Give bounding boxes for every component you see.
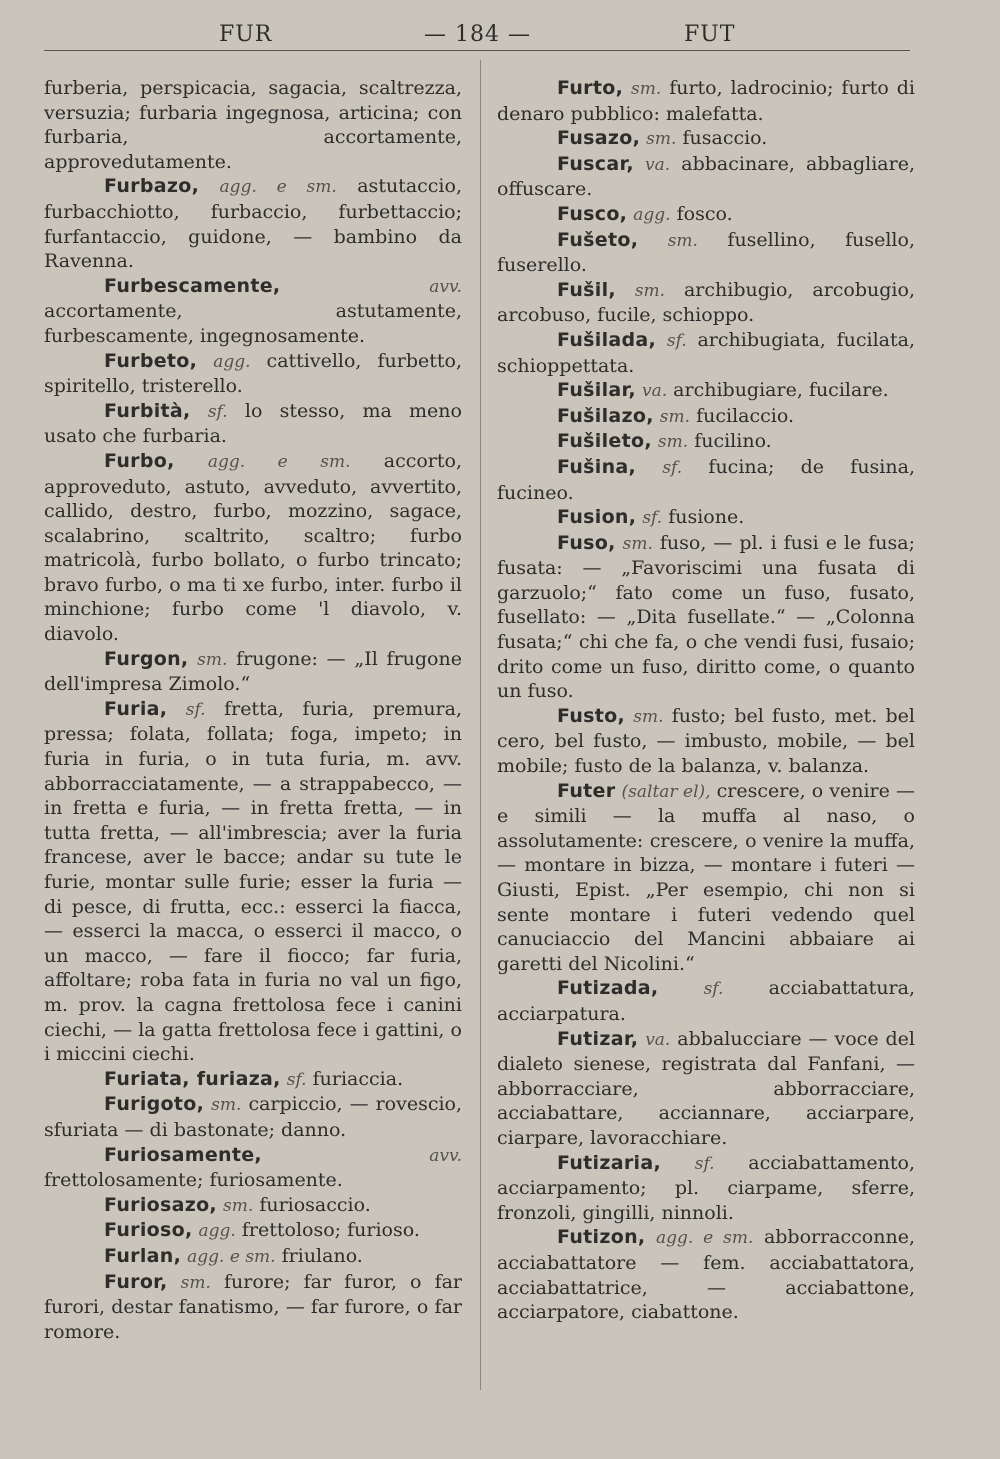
entry-grammar-label: agg. e sm. bbox=[207, 451, 351, 472]
entry-headword: Fušina, bbox=[557, 455, 637, 478]
dictionary-entry bbox=[497, 531, 915, 704]
dictionary-entry bbox=[497, 228, 915, 278]
entry-definition: furiaccia. bbox=[312, 1067, 404, 1090]
entry-headword: Furto, bbox=[557, 77, 624, 99]
entry-definition: archibugiata, fucilata, schioppettata. bbox=[497, 328, 915, 377]
entry-grammar-label: sf. bbox=[286, 1069, 307, 1090]
entry-definition: fusione. bbox=[668, 506, 745, 529]
dictionary-entry bbox=[44, 647, 462, 697]
entry-grammar-label: agg. bbox=[633, 204, 671, 225]
entry-grammar-label: sm. bbox=[633, 706, 664, 727]
dictionary-entry bbox=[44, 349, 462, 399]
entry-headword: Furbazo, bbox=[104, 175, 200, 198]
entry-grammar-label: sm. bbox=[223, 1195, 254, 1216]
right-column bbox=[497, 76, 915, 1325]
dictionary-entry bbox=[44, 1143, 462, 1193]
left-column bbox=[44, 76, 462, 1344]
entry-grammar-label: sf. bbox=[207, 401, 228, 422]
dictionary-entry bbox=[497, 1151, 915, 1226]
page-number: — 184 — bbox=[424, 22, 531, 47]
entry-definition: lo stesso, ma meno usato che furbaria. bbox=[44, 399, 462, 448]
dictionary-entry bbox=[44, 1270, 462, 1345]
entry-definition: fosco. bbox=[676, 202, 733, 225]
entry-definition: astutaccio, furbacchiotto, furbaccio, furbettaccio; furfantaccio, guidone, — bambino da Ravenna. bbox=[44, 175, 462, 273]
entry-grammar-label: avv. bbox=[429, 1145, 462, 1166]
page-header bbox=[44, 22, 910, 51]
entry-headword: Furbità, bbox=[104, 399, 191, 422]
entry-definition: fretta, furia, premura, pressa; folata, follata; foga, impeto; in furia in furia, o in tuta furia, m. avv. abborracciatamente, — a strappabecco, — in fretta e furia, — in fretta fretta, — in tutta fretta, — all'imbrescia; aver la furia francese, aver le bacce; andar su tute le furie, montar sulle furie; esser la furia — di pesce, di frutta, ecc.: esserci la fiacca, — esserci la macca, o esserci il macco, o un macco, — fare il fiocco; far furia, affoltare; roba fata in furia no val un figo, m. prov. la cagna frettolosa fece i canini ciechi, — la gatta frettolosa fece i gattini, o i miccini ciechi. bbox=[44, 697, 463, 1066]
dictionary-entry bbox=[497, 328, 915, 378]
entry-definition: frettoloso; furioso. bbox=[241, 1219, 420, 1242]
entry-headword: Fusazo, bbox=[557, 127, 641, 150]
entry-grammar-label: agg. bbox=[198, 1221, 236, 1242]
entry-definition: archibugio, arcobugio, arcobuso, fucile, schioppo. bbox=[497, 278, 915, 327]
dictionary-entry bbox=[44, 1092, 462, 1142]
entry-headword: Furbo, bbox=[104, 449, 175, 472]
entry-grammar-label: sf. bbox=[642, 508, 663, 529]
entry-definition: fucilaccio. bbox=[696, 404, 794, 427]
entry-headword: Furiosazo, bbox=[104, 1193, 217, 1216]
entry-definition: accorto, approveduto, astuto, avveduto, avvertito, callido, destro, furbo, mozzino, sagace, scalabrino, scaltrito, scaltro; furbo matricolà, furbo bollato, o furbo trincato; bravo furbo, o ma ti xe furbo, inter. furbo il minchione; furbo come 'l diavolo, v. diavolo. bbox=[44, 449, 462, 646]
dictionary-entry bbox=[497, 505, 915, 531]
dictionary-entry bbox=[497, 1225, 915, 1324]
entry-headword: Fušilazo, bbox=[557, 404, 654, 427]
header-right-guide-word: FUT bbox=[684, 22, 736, 47]
entry-grammar-label: sm. bbox=[634, 280, 666, 301]
dictionary-entry bbox=[497, 404, 915, 430]
entry-definition: furiosaccio. bbox=[259, 1193, 371, 1216]
entry-headword: Furioso, bbox=[104, 1219, 193, 1242]
entry-headword: Futizar, bbox=[557, 1027, 639, 1050]
dictionary-entry bbox=[44, 1193, 462, 1219]
entry-definition: furore; far furor, o far furori, destar fanatismo, — far furore, o far romore. bbox=[44, 1270, 463, 1343]
entry-grammar-label: sm. bbox=[197, 649, 228, 670]
entry-headword: Fušilada, bbox=[557, 328, 657, 351]
entry-grammar-label: sf. bbox=[185, 699, 206, 720]
entry-grammar-label: agg. e sm. bbox=[655, 1228, 754, 1249]
entry-grammar-label: va. bbox=[645, 1029, 671, 1050]
dictionary-entry bbox=[44, 697, 462, 1067]
dictionary-entry bbox=[44, 399, 462, 449]
entry-definition: fucina; de fusina, fucineo. bbox=[497, 455, 915, 504]
entry-definition: frugone: — „Il frugone dell'impresa Zimolo.“ bbox=[44, 647, 462, 696]
entry-headword: Futizon, bbox=[557, 1226, 646, 1249]
entry-headword: Futizada, bbox=[557, 977, 659, 1000]
dictionary-entry bbox=[497, 455, 915, 505]
entry-headword: Furia, bbox=[104, 697, 168, 720]
entry-definition: friulano. bbox=[281, 1244, 363, 1267]
dictionary-entry bbox=[44, 1067, 462, 1093]
entry-grammar-label: sm. bbox=[622, 533, 653, 554]
entry-grammar-label: sm. bbox=[646, 129, 677, 150]
entry-grammar-label: sf. bbox=[694, 1153, 715, 1174]
dictionary-entry bbox=[44, 174, 462, 273]
header-left-guide-word: FUR bbox=[219, 22, 273, 47]
dictionary-entry bbox=[497, 704, 915, 779]
entry-headword: Fuso, bbox=[557, 531, 616, 554]
entry-definition: abbalucciare — voce del dialeto sienese, registrata dal Fanfani, — abborracciare, abborracciare, acciabattare, acciannare, acciarpare, ciarpare, lavoracchiare. bbox=[497, 1027, 915, 1149]
entry-definition: accortamente, astutamente, furbescamente, ingegnosamente. bbox=[44, 300, 462, 347]
entry-grammar-label: agg. bbox=[213, 351, 251, 372]
entry-definition: cattivello, furbetto, spiritello, tristerello. bbox=[44, 349, 462, 398]
entry-headword: Futer bbox=[557, 779, 616, 802]
dictionary-entry bbox=[497, 126, 915, 152]
entry-definition: fusellino, fusello, fuserello. bbox=[497, 228, 915, 277]
entry-headword: Fusto, bbox=[557, 704, 626, 727]
dictionary-entry bbox=[497, 429, 915, 455]
entry-headword: Fuscar, bbox=[557, 152, 634, 175]
entry-definition: abborracconne, acciabattatore — fem. acciabattatora, acciabattatrice, — acciabattone, acciarpatore, ciabattone. bbox=[497, 1226, 916, 1324]
entry-headword: Fušeto, bbox=[557, 228, 639, 251]
entry-grammar-label: sm. bbox=[657, 432, 689, 453]
dictionary-entry bbox=[497, 779, 915, 977]
dictionary-entry bbox=[497, 378, 915, 404]
entry-definition: fusto; bel fusto, met. bel cero, bel fusto, — imbusto, mobile, — bel mobile; fusto de la balanza, v. balanza. bbox=[497, 704, 915, 778]
entry-headword: Furbescamente, bbox=[104, 274, 281, 297]
entry-grammar-label: sm. bbox=[659, 406, 691, 427]
dictionary-entry bbox=[497, 202, 915, 228]
entry-headword: Furigoto, bbox=[104, 1093, 205, 1116]
entry-headword: Futizaria, bbox=[557, 1151, 661, 1174]
entry-grammar-label: sf. bbox=[662, 457, 683, 478]
entry-headword: Furgon, bbox=[104, 647, 189, 670]
entry-grammar-label: sf. bbox=[666, 330, 687, 351]
entry-grammar-label: va. bbox=[641, 381, 668, 402]
entry-grammar-label: sm. bbox=[211, 1095, 242, 1116]
entry-headword: Furiosamente, bbox=[104, 1143, 262, 1166]
entry-definition: fusaccio. bbox=[682, 127, 768, 150]
entry-grammar-label: sm. bbox=[631, 79, 662, 99]
dictionary-entry bbox=[497, 1027, 915, 1151]
entry-definition: carpiccio, — rovescio, sfuriata — di bastonate; danno. bbox=[44, 1093, 463, 1141]
entry-grammar-label: sm. bbox=[667, 230, 698, 251]
continued-entry-text: furberia, perspicacia, sagacia, scaltrezza, versuzia; furbaria ingegnosa, articina; con furbaria, accortamente, approvedutamente. bbox=[44, 77, 462, 173]
dictionary-entry bbox=[44, 1244, 462, 1270]
entry-grammar-label: (saltar el), bbox=[621, 781, 711, 802]
entry-definition: crescere, o venire — e simili — la muffa al naso, o assolutamente: crescere, o venire la muffa, — montare in bizza, — montare i futeri — Giusti, Epist. „Per esempio, chi non si sente montare i futeri vedendo quel canuciaccio del Mancini abbaiare ai garetti del Nicolini.“ bbox=[497, 779, 915, 975]
entry-headword: Furbeto, bbox=[104, 349, 198, 372]
dictionary-entry bbox=[44, 274, 462, 349]
entry-headword: Fušilar, bbox=[557, 379, 636, 402]
entry-grammar-label: agg. e sm. bbox=[219, 177, 337, 198]
entry-headword: Furor, bbox=[104, 1270, 168, 1293]
entry-grammar-label: avv. bbox=[429, 276, 462, 297]
entry-headword: Furlan, bbox=[104, 1244, 182, 1267]
dictionary-entry bbox=[497, 76, 915, 126]
entry-headword: Furiata, furiaza, bbox=[104, 1067, 281, 1090]
entry-headword: Fušil, bbox=[557, 278, 616, 301]
entry-grammar-label: sf. bbox=[703, 979, 724, 1000]
entry-grammar-label: va. bbox=[644, 154, 671, 175]
entry-definition: furto, ladrocinio; furto di denaro pubblico: malefatta. bbox=[497, 77, 916, 125]
entry-headword: Fusion, bbox=[557, 506, 637, 529]
column-divider bbox=[480, 60, 481, 1390]
entry-definition: acciabattatura, acciarpatura. bbox=[497, 977, 916, 1025]
entry-definition: fucilino. bbox=[694, 430, 772, 453]
entry-grammar-label: sm. bbox=[180, 1272, 211, 1293]
dictionary-entry bbox=[497, 976, 915, 1026]
entry-definition: acciabattamento, acciarpamento; pl. ciarpame, sferre, fronzoli, gingilli, ninnoli. bbox=[497, 1151, 916, 1224]
entry-definition: abbacinare, abbagliare, offuscare. bbox=[497, 152, 915, 201]
entry-definition: frettolosamente; furiosamente. bbox=[44, 1169, 343, 1192]
entry-grammar-label: agg. e sm. bbox=[187, 1246, 276, 1267]
entry-definition: archibugiare, fucilare. bbox=[673, 379, 889, 402]
entry-definition: fuso, — pl. i fusi e le fusa; fusata: — „Favoriscimi una fusata di garzuolo;“ fato come un fuso, fusato, fusellato: — „Dita fusellate.“ — „Colonna fusata;“ chi che fa, o che vendi fusi, fusaio; drito come un fuso, diritto come, o quanto un fuso. bbox=[497, 531, 915, 703]
dictionary-entry bbox=[497, 278, 915, 328]
dictionary-entry bbox=[497, 152, 915, 202]
dictionary-entry bbox=[44, 449, 462, 647]
dictionary-entry bbox=[44, 1218, 462, 1244]
entry-headword: Fusco, bbox=[557, 202, 628, 225]
entry-headword: Fušileto, bbox=[557, 430, 652, 453]
